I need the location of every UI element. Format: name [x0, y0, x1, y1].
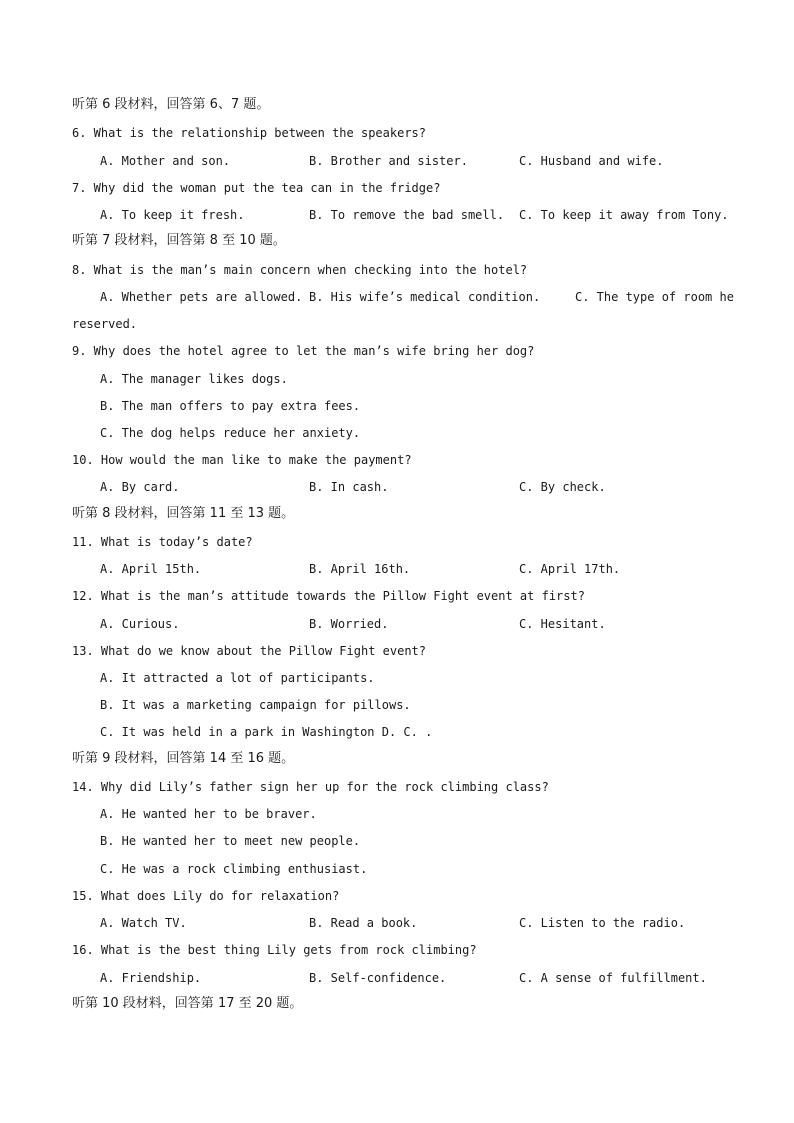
- question-6-option-a: A. Mother and son.: [100, 154, 231, 168]
- question-12-stem: 12. What is the man’s attitude towards the Pillow Fight event at first?: [72, 589, 585, 603]
- question-9-option-c: C. The dog helps reduce her anxiety.: [100, 426, 361, 440]
- question-6-stem: 6. What is the relationship between the speakers?: [72, 126, 427, 140]
- question-12-option-b: B. Worried.: [309, 617, 389, 631]
- question-8-option-c: C. The type of room he: [575, 290, 734, 304]
- question-13-option-b: B. It was a marketing campaign for pillows.: [100, 698, 411, 712]
- question-11-stem: 11. What is today’s date?: [72, 535, 253, 549]
- question-7-option-c: C. To keep it away from Tony.: [519, 208, 729, 222]
- question-12-option-c: C. Hesitant.: [519, 617, 606, 631]
- question-7-stem: 7. Why did the woman put the tea can in the fridge?: [72, 181, 441, 195]
- section-heading-8: 听第 8 段材料，回答第 11 至 13 题。: [72, 506, 295, 521]
- question-10-option-a: A. By card.: [100, 480, 180, 494]
- question-15-option-b: B. Read a book.: [309, 916, 418, 930]
- question-13-option-c: C. It was held in a park in Washington D. C. .: [100, 725, 433, 739]
- question-15-stem: 15. What does Lily do for relaxation?: [72, 889, 340, 903]
- question-7-option-a: A. To keep it fresh.: [100, 208, 245, 222]
- question-12-option-a: A. Curious.: [100, 617, 180, 631]
- section-heading-7: 听第 7 段材料，回答第 8 至 10 题。: [72, 233, 286, 248]
- question-11-option-a: A. April 15th.: [100, 562, 202, 576]
- section-heading-6: 听第 6 段材料，回答第 6、7 题。: [72, 97, 270, 112]
- question-14-option-c: C. He was a rock climbing enthusiast.: [100, 862, 368, 876]
- question-9-option-b: B. The man offers to pay extra fees.: [100, 399, 361, 413]
- question-6-option-b: B. Brother and sister.: [309, 154, 468, 168]
- question-9-option-a: A. The manager likes dogs.: [100, 372, 288, 386]
- question-8-option-a: A. Whether pets are allowed.: [100, 290, 303, 304]
- question-8-option-c-continued: reserved.: [72, 317, 138, 331]
- question-6-option-c: C. Husband and wife.: [519, 154, 664, 168]
- question-16-stem: 16. What is the best thing Lily gets from rock climbing?: [72, 943, 477, 957]
- question-16-option-b: B. Self-confidence.: [309, 971, 447, 985]
- question-11-option-b: B. April 16th.: [309, 562, 411, 576]
- question-11-option-c: C. April 17th.: [519, 562, 621, 576]
- question-14-stem: 14. Why did Lily’s father sign her up for the rock climbing class?: [72, 780, 549, 794]
- question-13-stem: 13. What do we know about the Pillow Fight event?: [72, 644, 427, 658]
- question-14-option-a: A. He wanted her to be braver.: [100, 807, 317, 821]
- question-10-stem: 10. How would the man like to make the payment?: [72, 453, 412, 467]
- question-15-option-c: C. Listen to the radio.: [519, 916, 686, 930]
- question-10-option-b: B. In cash.: [309, 480, 389, 494]
- section-heading-9: 听第 9 段材料，回答第 14 至 16 题。: [72, 751, 295, 766]
- question-13-option-a: A. It attracted a lot of participants.: [100, 671, 375, 685]
- section-heading-10: 听第 10 段材料，回答第 17 至 20 题。: [72, 996, 303, 1011]
- question-10-option-c: C. By check.: [519, 480, 606, 494]
- question-7-option-b: B. To remove the bad smell.: [309, 208, 505, 222]
- question-15-option-a: A. Watch TV.: [100, 916, 187, 930]
- question-16-option-a: A. Friendship.: [100, 971, 202, 985]
- question-8-option-b: B. His wife’s medical condition.: [309, 290, 541, 304]
- question-14-option-b: B. He wanted her to meet new people.: [100, 834, 361, 848]
- question-9-stem: 9. Why does the hotel agree to let the man’s wife bring her dog?: [72, 344, 535, 358]
- question-16-option-c: C. A sense of fulfillment.: [519, 971, 707, 985]
- question-8-stem: 8. What is the man’s main concern when checking into the hotel?: [72, 263, 528, 277]
